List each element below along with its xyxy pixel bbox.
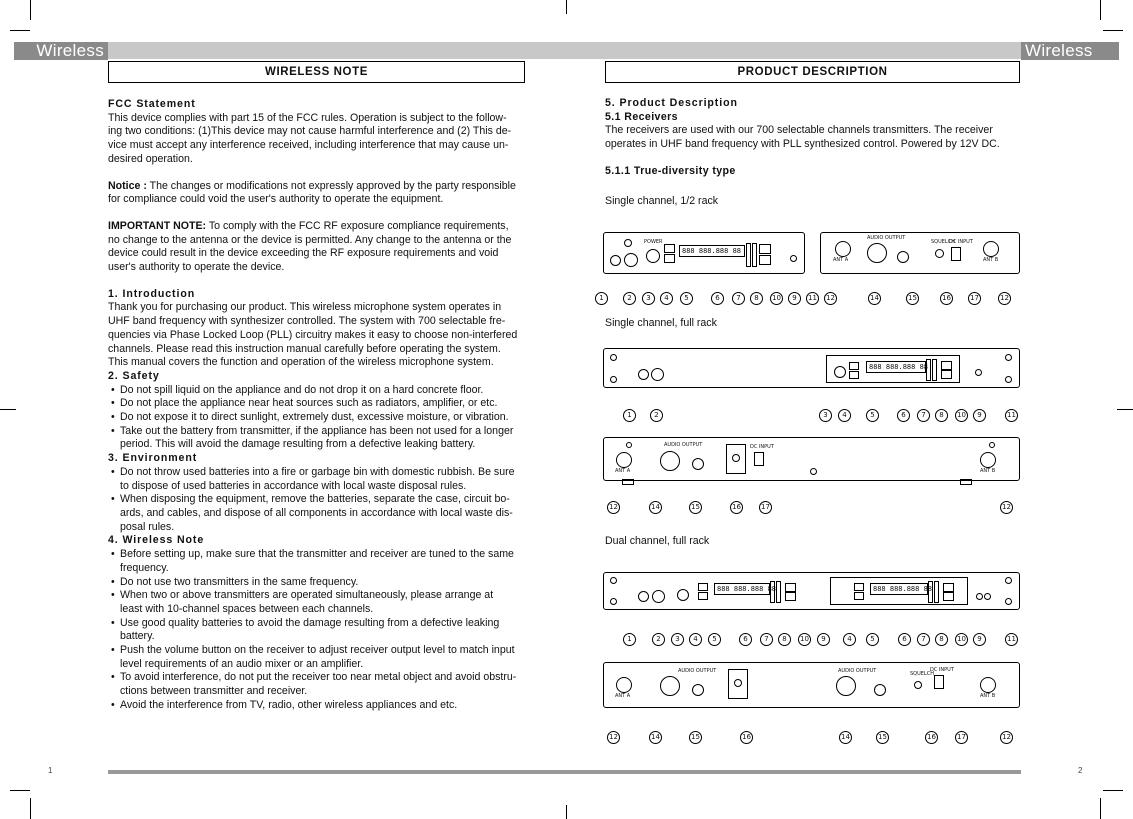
crop-mark <box>1100 0 1101 20</box>
level-meter <box>932 359 937 381</box>
callout-number: 12 <box>998 292 1011 305</box>
rack-hole <box>1005 598 1012 605</box>
squelch-label: SQUELCH <box>931 239 955 245</box>
volume-knob <box>624 253 638 267</box>
ant-b-connector <box>983 241 999 257</box>
caption-dual-rack: Dual channel, full rack <box>605 535 710 547</box>
button <box>854 592 864 600</box>
ant-b-connector <box>980 452 996 468</box>
crop-mark <box>566 0 567 14</box>
level-meter <box>776 581 781 603</box>
button <box>849 371 859 379</box>
crop-mark <box>566 805 567 819</box>
callout-number: 16 <box>730 501 743 514</box>
lcd-display: 888 888.888 88 <box>870 583 928 595</box>
callout-number: 4 <box>689 633 702 646</box>
crop-mark <box>1100 798 1101 819</box>
dc-input-label: DC INPUT <box>750 444 774 450</box>
callout-number: 12 <box>607 731 620 744</box>
button <box>759 244 771 254</box>
fcc-line: desired operation. <box>108 152 193 165</box>
dual-rack-front-panel <box>603 572 1020 610</box>
callout-number: 11 <box>806 292 819 305</box>
crop-mark <box>30 0 31 20</box>
dc-input-jack <box>951 247 961 261</box>
ant-knob <box>638 369 649 380</box>
callout-number: 11 <box>1005 409 1018 422</box>
fcc-line: ing two conditions: (1)This device may not cause harmful interference and (2) This de- <box>108 125 512 138</box>
callout-number: 2 <box>650 409 663 422</box>
product-line: The receivers are used with our 700 selectable channels transmitters. The receiver <box>605 124 993 137</box>
callout-number: 16 <box>940 292 953 305</box>
fcc-line: vice must accept any interference received, including interference that may cause un- <box>108 139 509 152</box>
callout-number: 5 <box>680 292 693 305</box>
full-rack-rear-panel <box>603 437 1020 481</box>
crop-mark <box>0 409 16 410</box>
crop-mark <box>10 790 30 791</box>
callout-number: 1 <box>595 292 608 305</box>
notice-line: for compliance could void the user's authority to operate the equipment. <box>108 193 444 206</box>
callout-number: 9 <box>817 633 830 646</box>
important-line: user's authority to operate the device. <box>108 261 285 274</box>
important-line: device could result in the device exceeding the RF exposure requirements and void <box>108 247 499 260</box>
callouts-half-rack <box>595 292 1025 308</box>
list-item: • To avoid interference, do not put the receiver too near metal object and avoid obstru- ctions between transmitter and receiver. <box>108 671 538 698</box>
indicator-led <box>624 239 632 247</box>
callout-number: 3 <box>819 409 832 422</box>
intro-line: This manual covers the function and operation of the wireless microphone system. <box>108 356 494 369</box>
button <box>698 592 708 600</box>
callout-number: 10 <box>798 633 811 646</box>
list-item: • Do not spill liquid on the appliance and do not drop it on a hard concrete floor. <box>108 384 538 398</box>
page-number-left: 1 <box>48 766 53 775</box>
callouts-full-rear <box>595 501 1025 517</box>
fcc-line: This device complies with part 15 of the FCC rules. Operation is subject to the follow- <box>108 111 507 124</box>
important-text: To comply with the FCC RF exposure compliance requirements, <box>206 219 509 232</box>
callout-number: 17 <box>968 292 981 305</box>
intro-title: 1. Introduction <box>108 287 196 300</box>
wireless-note-title: 4. Wireless Note <box>108 534 205 547</box>
receivers-subtitle: 5.1 Receivers <box>605 110 678 123</box>
callout-number: 6 <box>711 292 724 305</box>
list-item: • Do not place the appliance near heat sources such as radiators, amplifier, or etc. <box>108 397 538 411</box>
dc-input-label: DC INPUT <box>949 239 973 245</box>
list-item: • Use good quality batteries to avoid the damage resulting from a defective leaking battery. <box>108 617 538 644</box>
caption-half-rack: Single channel, 1/2 rack <box>605 195 719 207</box>
ant-knob <box>610 255 621 266</box>
callout-number: 14 <box>868 292 881 305</box>
crop-mark <box>10 30 30 31</box>
rack-hole <box>1005 376 1012 383</box>
callout-number: 11 <box>1005 633 1018 646</box>
ant-a-label: ANT A <box>615 468 631 474</box>
rack-hole <box>1005 354 1012 361</box>
important-paragraph <box>108 220 538 234</box>
callout-number: 8 <box>935 633 948 646</box>
callouts-dual-rear <box>595 731 1025 747</box>
callout-number: 8 <box>750 292 763 305</box>
dc-led <box>984 593 991 600</box>
callout-number: 7 <box>732 292 745 305</box>
callout-number: 14 <box>839 731 852 744</box>
rack-hole <box>610 577 617 584</box>
callout-number: 17 <box>759 501 772 514</box>
dc-input-label: DC INPUT <box>930 667 954 673</box>
callout-number: 12 <box>824 292 837 305</box>
button <box>941 370 952 379</box>
button <box>941 361 952 370</box>
callout-number: 6 <box>898 633 911 646</box>
product-line: operates in UHF band frequency with PLL synthesized control. Powered by 12V DC. <box>605 138 1000 151</box>
page-number-right: 2 <box>1078 766 1083 775</box>
button <box>943 592 954 601</box>
callout-number: 8 <box>935 409 948 422</box>
crop-mark <box>1103 30 1123 31</box>
wireless-note-header: WIRELESS NOTE <box>108 61 525 83</box>
callout-number: 5 <box>708 633 721 646</box>
crop-mark <box>1117 409 1133 410</box>
lcd-display: 888 888.888 88 <box>866 361 926 373</box>
callout-number: 6 <box>897 409 910 422</box>
callout-number: 15 <box>689 731 702 744</box>
dc-led <box>975 369 982 376</box>
callout-number: 4 <box>660 292 673 305</box>
level-meter <box>934 581 939 603</box>
callouts-dual-front <box>595 633 1025 649</box>
list-item: • Avoid the interference from TV, radio, other wireless appliances and etc. <box>108 699 538 713</box>
audio-output-label: AUDIO OUTPUT <box>678 668 717 674</box>
brand-tab-left: Wireless <box>14 42 108 60</box>
intro-line: quencies via Phase Locked Loop (PLL) circuitry makes it easy to choose non-interfered <box>108 328 518 341</box>
callout-number: 12 <box>1000 731 1013 744</box>
callout-number: 12 <box>1000 501 1013 514</box>
squelch-knob <box>914 681 922 689</box>
list-item: • Do not expose it to direct sunlight, extremely dust, excessive moisture, or vibration. <box>108 411 538 425</box>
callout-number: 3 <box>642 292 655 305</box>
ant-a-connector <box>835 241 851 257</box>
ant-a-connector <box>616 452 632 468</box>
callout-number: 10 <box>955 633 968 646</box>
lcd-display: 888 888.888 88 <box>679 245 745 257</box>
list-item: • Do not throw used batteries into a fire or garbage bin with domestic rubbish. Be sure to dispose of used batteries in accordance with local waste disposal rules. <box>108 466 538 493</box>
button <box>785 592 796 601</box>
level-meter <box>746 243 751 267</box>
brand-tab-right: Wireless <box>1021 42 1119 60</box>
power-label: POWER <box>644 239 663 245</box>
lcd-display: 888 888.888 88 <box>714 583 770 595</box>
button <box>849 362 859 370</box>
callout-number: 5 <box>866 409 879 422</box>
ant-a-label: ANT A <box>833 257 849 263</box>
callout-number: 12 <box>607 501 620 514</box>
half-rack-rear-panel <box>820 232 1020 274</box>
power-switch <box>677 589 689 601</box>
callout-number: 8 <box>778 633 791 646</box>
true-diversity-subtitle: 5.1.1 True-diversity type <box>605 164 736 177</box>
dual-rack-rear-panel <box>603 662 1020 708</box>
button <box>759 255 771 265</box>
button <box>698 583 708 591</box>
ant-knob <box>638 591 649 602</box>
notice-paragraph <box>108 180 538 194</box>
notice-label: Notice : <box>108 179 147 192</box>
callout-number: 4 <box>843 633 856 646</box>
callout-number: 4 <box>838 409 851 422</box>
product-title: 5. Product Description <box>605 97 738 109</box>
rack-screw <box>989 442 995 448</box>
unbalanced-jack <box>692 684 704 696</box>
list-item: • Do not use two transmitters in the same frequency. <box>108 576 538 590</box>
device-foot <box>960 479 972 485</box>
device-foot <box>622 479 634 485</box>
rack-hole <box>610 376 617 383</box>
xlr-connector <box>867 243 887 263</box>
unbalanced-jack <box>692 458 704 470</box>
ant-b-label: ANT B <box>980 468 996 474</box>
safety-title: 2. Safety <box>108 369 160 382</box>
unbalanced-jack <box>897 251 909 263</box>
button <box>854 583 864 591</box>
audio-output-label: AUDIO OUTPUT <box>867 235 906 241</box>
header-bar-right <box>566 42 1021 59</box>
dc-led <box>976 593 983 600</box>
half-rack-front-panel <box>603 232 805 274</box>
callout-number: 16 <box>925 731 938 744</box>
full-rack-front-panel <box>603 348 1020 388</box>
callout-number: 2 <box>623 292 636 305</box>
left-column <box>108 98 538 713</box>
header-bar-left <box>108 42 566 59</box>
ant-b-label: ANT B <box>980 693 996 699</box>
fcc-title: FCC Statement <box>108 98 196 110</box>
rack-hole <box>1005 577 1012 584</box>
callout-number: 10 <box>770 292 783 305</box>
callout-number: 1 <box>623 409 636 422</box>
list-item: • Push the volume button on the receiver to adjust receiver output level to match input level requirements of an audio mixer or an amplifier. <box>108 644 538 671</box>
rack-hole <box>610 354 617 361</box>
level-meter <box>928 581 933 603</box>
important-line: no change to the antenna or the device is permitted. Any change to the antenna or the <box>108 233 512 246</box>
product-description-header: PRODUCT DESCRIPTION <box>605 61 1020 83</box>
callout-number: 15 <box>689 501 702 514</box>
crop-mark <box>30 798 31 819</box>
callout-number: 15 <box>906 292 919 305</box>
power-switch <box>646 249 660 263</box>
callout-number: 7 <box>917 409 930 422</box>
rack-hole <box>610 598 617 605</box>
power-switch <box>834 366 846 378</box>
intro-line: channels. Please read this instruction manual carefully before operating the system. <box>108 342 501 355</box>
audio-output-label: AUDIO OUTPUT <box>664 442 703 448</box>
callouts-full-front <box>595 409 1025 425</box>
list-item: • When two or above transmitters are operated simultaneously, please arrange at least with 10-channel spaces between each channels. <box>108 589 538 616</box>
squelch-knob <box>732 454 740 462</box>
callout-number: 9 <box>973 409 986 422</box>
important-label: IMPORTANT NOTE: <box>108 219 207 232</box>
callout-number: 14 <box>649 731 662 744</box>
ant-b-label: ANT B <box>983 257 999 263</box>
screw <box>810 468 817 475</box>
wireless-note-list <box>108 548 538 712</box>
callout-number: 10 <box>955 409 968 422</box>
xlr-connector <box>660 451 680 471</box>
callout-number: 9 <box>973 633 986 646</box>
dc-input-jack <box>754 452 764 466</box>
callout-number: 1 <box>623 633 636 646</box>
callout-number: 9 <box>788 292 801 305</box>
level-meter <box>752 243 757 267</box>
intro-line: UHF band frequency with synthesizer controlled. The system with 700 selectable fre- <box>108 315 506 328</box>
footer-rule <box>108 770 1021 774</box>
dc-input-jack <box>934 675 944 689</box>
list-item: • When disposing the equipment, remove the batteries, separate the case, circuit bo- ards, and cables, and dispose of all components in accordance with local waste dis- posal rules. <box>108 493 538 534</box>
button <box>943 583 954 592</box>
environment-title: 3. Environment <box>108 452 198 465</box>
xlr-connector <box>660 676 680 696</box>
unbalanced-jack <box>874 684 886 696</box>
callout-number: 6 <box>739 633 752 646</box>
callout-number: 15 <box>876 731 889 744</box>
callout-number: 7 <box>917 633 930 646</box>
ant-b-connector <box>980 677 996 693</box>
list-item: • Before setting up, make sure that the transmitter and receiver are tuned to the same frequency. <box>108 548 538 575</box>
callout-number: 5 <box>866 633 879 646</box>
list-item: • Take out the battery from transmitter, if the appliance has been not used for a longer period. This will avoid the damage resulting from a defective leaking battery. <box>108 425 538 452</box>
intro-line: Thank you for purchasing our product. This wireless microphone system operates in <box>108 301 502 314</box>
callout-number: 7 <box>760 633 773 646</box>
callout-number: 3 <box>671 633 684 646</box>
squelch-knob <box>935 249 944 258</box>
ant-a-connector <box>616 677 632 693</box>
ant-a-label: ANT A <box>615 693 631 699</box>
safety-list <box>108 384 538 453</box>
right-column <box>605 97 1035 179</box>
xlr-connector <box>836 676 856 696</box>
environment-list <box>108 466 538 535</box>
callout-number: 2 <box>652 633 665 646</box>
level-meter <box>926 359 931 381</box>
callout-number: 16 <box>740 731 753 744</box>
squelch-knob <box>734 679 742 687</box>
squelch-label: SQUELCH <box>910 671 934 677</box>
caption-full-rack: Single channel, full rack <box>605 317 717 329</box>
callout-number: 14 <box>649 501 662 514</box>
button <box>785 583 796 592</box>
notice-text: The changes or modifications not expressly approved by the party responsible <box>146 179 516 192</box>
level-meter <box>770 581 775 603</box>
audio-output-label: AUDIO OUTPUT <box>838 668 877 674</box>
crop-mark <box>1103 790 1123 791</box>
volume-knob <box>652 590 665 603</box>
button <box>664 244 675 253</box>
rack-screw <box>626 442 632 448</box>
button <box>664 254 675 263</box>
volume-knob <box>651 368 664 381</box>
dc-led <box>790 255 797 262</box>
callout-number: 17 <box>955 731 968 744</box>
